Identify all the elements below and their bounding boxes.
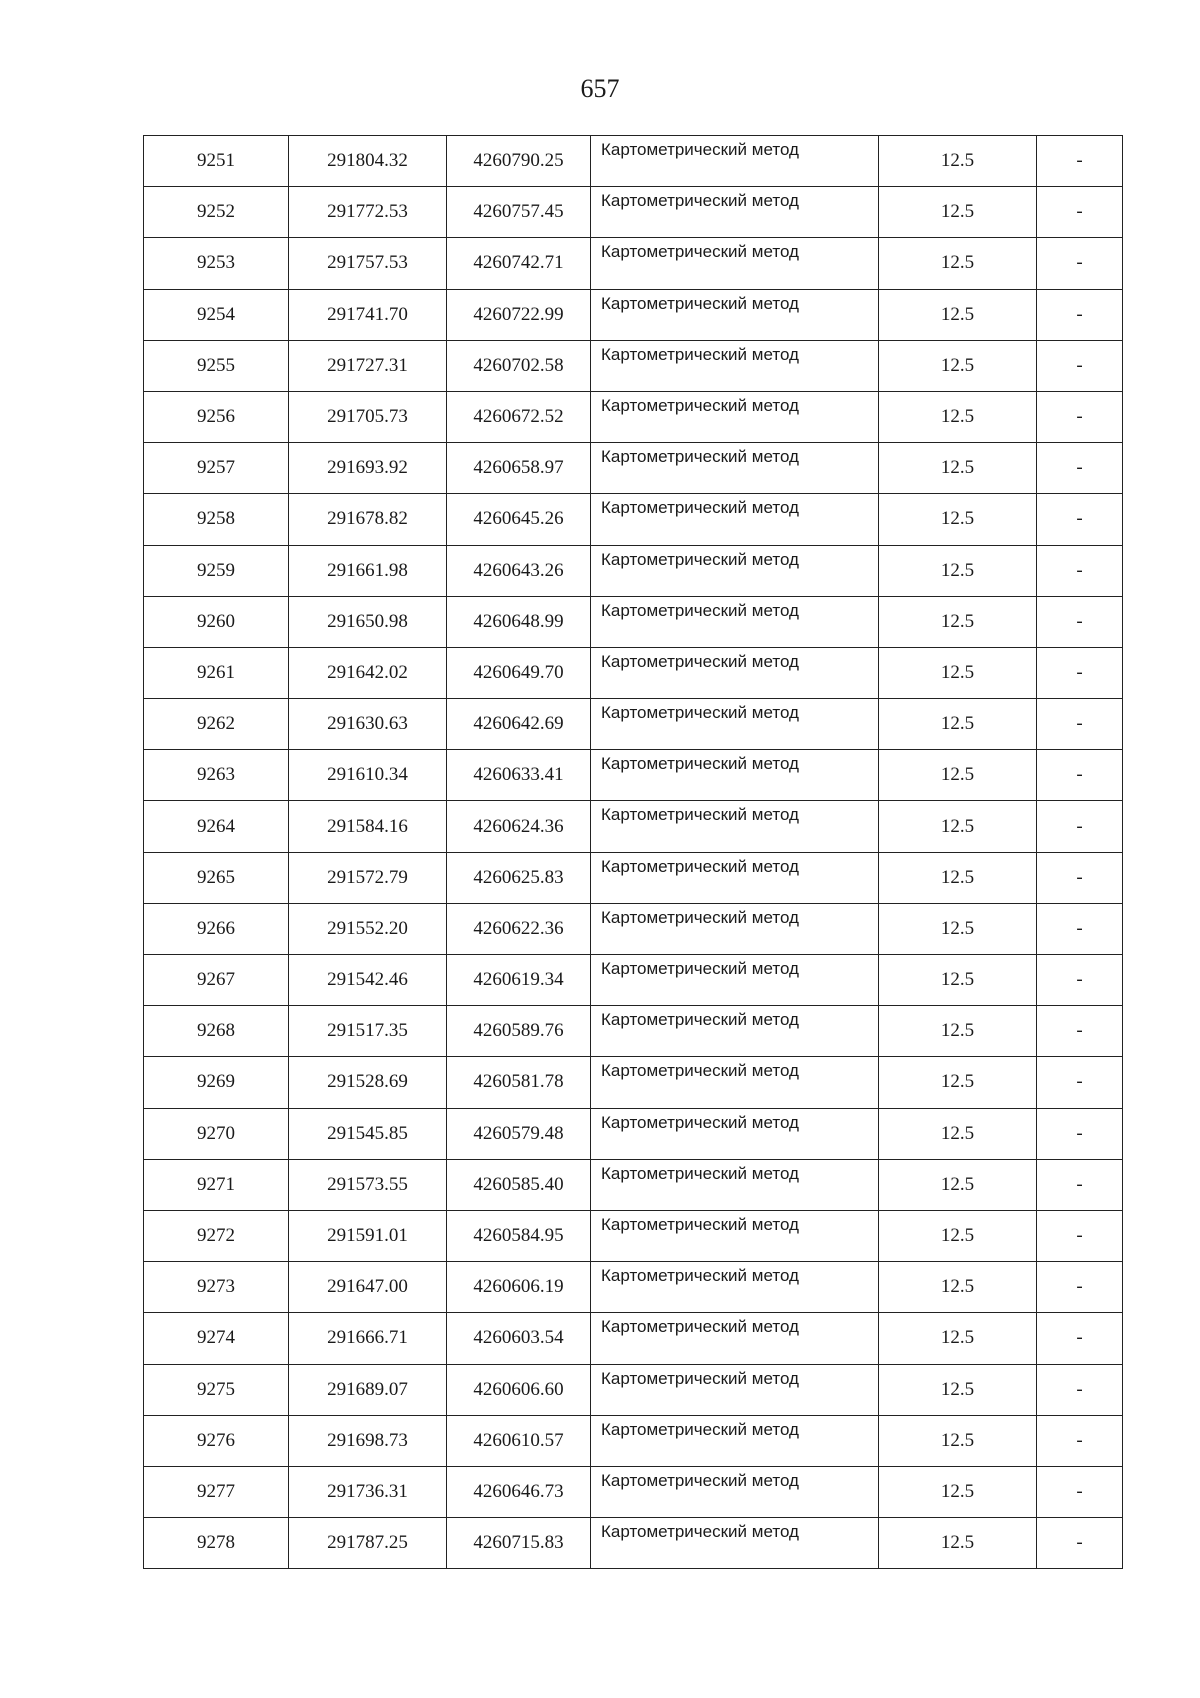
point-number-cell: 9254 (144, 289, 289, 340)
table-row (144, 852, 1123, 903)
point-number-cell: 9256 (144, 391, 289, 442)
method-cell: Картометрический метод (591, 1057, 879, 1108)
method-cell: Картометрический метод (591, 136, 879, 187)
note-cell: - (1037, 545, 1123, 596)
table-row (144, 1313, 1123, 1364)
method-cell: Картометрический метод (591, 955, 879, 1006)
table-row (144, 750, 1123, 801)
y-coordinate-cell: 4260742.71 (447, 238, 591, 289)
accuracy-cell: 12.5 (879, 1415, 1037, 1466)
method-cell: Картометрический метод (591, 1108, 879, 1159)
method-cell: Картометрический метод (591, 1262, 879, 1313)
y-coordinate-cell: 4260648.99 (447, 596, 591, 647)
x-coordinate-cell: 291517.35 (289, 1006, 447, 1057)
accuracy-cell: 12.5 (879, 750, 1037, 801)
table-row (144, 596, 1123, 647)
note-cell: - (1037, 494, 1123, 545)
method-cell: Картометрический метод (591, 1466, 879, 1517)
table-row (144, 340, 1123, 391)
accuracy-cell: 12.5 (879, 955, 1037, 1006)
note-cell: - (1037, 955, 1123, 1006)
accuracy-cell: 12.5 (879, 852, 1037, 903)
method-cell: Картометрический метод (591, 443, 879, 494)
accuracy-cell: 12.5 (879, 699, 1037, 750)
accuracy-cell: 12.5 (879, 647, 1037, 698)
x-coordinate-cell: 291610.34 (289, 750, 447, 801)
y-coordinate-cell: 4260585.40 (447, 1159, 591, 1210)
point-number-cell: 9267 (144, 955, 289, 1006)
x-coordinate-cell: 291705.73 (289, 391, 447, 442)
note-cell: - (1037, 1466, 1123, 1517)
point-number-cell: 9271 (144, 1159, 289, 1210)
note-cell: - (1037, 1006, 1123, 1057)
x-coordinate-cell: 291650.98 (289, 596, 447, 647)
method-cell: Картометрический метод (591, 340, 879, 391)
table-row (144, 1210, 1123, 1261)
x-coordinate-cell: 291727.31 (289, 340, 447, 391)
accuracy-cell: 12.5 (879, 545, 1037, 596)
x-coordinate-cell: 291552.20 (289, 903, 447, 954)
x-coordinate-cell: 291757.53 (289, 238, 447, 289)
table-body (144, 136, 1123, 1569)
table-row (144, 903, 1123, 954)
method-cell: Картометрический метод (591, 187, 879, 238)
x-coordinate-cell: 291772.53 (289, 187, 447, 238)
y-coordinate-cell: 4260625.83 (447, 852, 591, 903)
x-coordinate-cell: 291661.98 (289, 545, 447, 596)
point-number-cell: 9253 (144, 238, 289, 289)
note-cell: - (1037, 187, 1123, 238)
table-row (144, 238, 1123, 289)
point-number-cell: 9272 (144, 1210, 289, 1261)
x-coordinate-cell: 291678.82 (289, 494, 447, 545)
method-cell: Картометрический метод (591, 903, 879, 954)
point-number-cell: 9252 (144, 187, 289, 238)
note-cell: - (1037, 136, 1123, 187)
point-number-cell: 9269 (144, 1057, 289, 1108)
table-row (144, 699, 1123, 750)
x-coordinate-cell: 291573.55 (289, 1159, 447, 1210)
accuracy-cell: 12.5 (879, 391, 1037, 442)
method-cell: Картометрический метод (591, 494, 879, 545)
note-cell: - (1037, 852, 1123, 903)
table-row (144, 494, 1123, 545)
accuracy-cell: 12.5 (879, 289, 1037, 340)
point-number-cell: 9277 (144, 1466, 289, 1517)
point-number-cell: 9263 (144, 750, 289, 801)
table-row (144, 187, 1123, 238)
method-cell: Картометрический метод (591, 1313, 879, 1364)
point-number-cell: 9275 (144, 1364, 289, 1415)
note-cell: - (1037, 750, 1123, 801)
note-cell: - (1037, 1262, 1123, 1313)
y-coordinate-cell: 4260702.58 (447, 340, 591, 391)
point-number-cell: 9270 (144, 1108, 289, 1159)
accuracy-cell: 12.5 (879, 1159, 1037, 1210)
note-cell: - (1037, 391, 1123, 442)
note-cell: - (1037, 1415, 1123, 1466)
y-coordinate-cell: 4260581.78 (447, 1057, 591, 1108)
note-cell: - (1037, 443, 1123, 494)
y-coordinate-cell: 4260649.70 (447, 647, 591, 698)
method-cell: Картометрический метод (591, 647, 879, 698)
point-number-cell: 9274 (144, 1313, 289, 1364)
y-coordinate-cell: 4260642.69 (447, 699, 591, 750)
y-coordinate-cell: 4260606.19 (447, 1262, 591, 1313)
table-row (144, 136, 1123, 187)
accuracy-cell: 12.5 (879, 1210, 1037, 1261)
method-cell: Картометрический метод (591, 852, 879, 903)
method-cell: Картометрический метод (591, 238, 879, 289)
x-coordinate-cell: 291787.25 (289, 1518, 447, 1569)
accuracy-cell: 12.5 (879, 1262, 1037, 1313)
accuracy-cell: 12.5 (879, 187, 1037, 238)
note-cell: - (1037, 1159, 1123, 1210)
y-coordinate-cell: 4260658.97 (447, 443, 591, 494)
accuracy-cell: 12.5 (879, 494, 1037, 545)
note-cell: - (1037, 801, 1123, 852)
method-cell: Картометрический метод (591, 699, 879, 750)
note-cell: - (1037, 647, 1123, 698)
y-coordinate-cell: 4260603.54 (447, 1313, 591, 1364)
x-coordinate-cell: 291591.01 (289, 1210, 447, 1261)
table-row (144, 289, 1123, 340)
accuracy-cell: 12.5 (879, 903, 1037, 954)
y-coordinate-cell: 4260645.26 (447, 494, 591, 545)
point-number-cell: 9268 (144, 1006, 289, 1057)
table-row (144, 1057, 1123, 1108)
y-coordinate-cell: 4260619.34 (447, 955, 591, 1006)
x-coordinate-cell: 291698.73 (289, 1415, 447, 1466)
point-number-cell: 9251 (144, 136, 289, 187)
note-cell: - (1037, 903, 1123, 954)
y-coordinate-cell: 4260722.99 (447, 289, 591, 340)
method-cell: Картометрический метод (591, 596, 879, 647)
table-row (144, 1364, 1123, 1415)
method-cell: Картометрический метод (591, 1159, 879, 1210)
table-row (144, 801, 1123, 852)
x-coordinate-cell: 291528.69 (289, 1057, 447, 1108)
point-number-cell: 9255 (144, 340, 289, 391)
method-cell: Картометрический метод (591, 1006, 879, 1057)
method-cell: Картометрический метод (591, 1210, 879, 1261)
accuracy-cell: 12.5 (879, 1057, 1037, 1108)
x-coordinate-cell: 291736.31 (289, 1466, 447, 1517)
accuracy-cell: 12.5 (879, 1518, 1037, 1569)
y-coordinate-cell: 4260672.52 (447, 391, 591, 442)
table-row (144, 1415, 1123, 1466)
accuracy-cell: 12.5 (879, 1006, 1037, 1057)
accuracy-cell: 12.5 (879, 238, 1037, 289)
method-cell: Картометрический метод (591, 1518, 879, 1569)
y-coordinate-cell: 4260790.25 (447, 136, 591, 187)
x-coordinate-cell: 291572.79 (289, 852, 447, 903)
table-row (144, 545, 1123, 596)
y-coordinate-cell: 4260622.36 (447, 903, 591, 954)
x-coordinate-cell: 291666.71 (289, 1313, 447, 1364)
method-cell: Картометрический метод (591, 1415, 879, 1466)
accuracy-cell: 12.5 (879, 801, 1037, 852)
table-row (144, 1466, 1123, 1517)
y-coordinate-cell: 4260589.76 (447, 1006, 591, 1057)
method-cell: Картометрический метод (591, 1364, 879, 1415)
x-coordinate-cell: 291642.02 (289, 647, 447, 698)
accuracy-cell: 12.5 (879, 1364, 1037, 1415)
point-number-cell: 9260 (144, 596, 289, 647)
table-row (144, 1006, 1123, 1057)
table-row (144, 443, 1123, 494)
method-cell: Картометрический метод (591, 801, 879, 852)
point-number-cell: 9276 (144, 1415, 289, 1466)
method-cell: Картометрический метод (591, 289, 879, 340)
method-cell: Картометрический метод (591, 750, 879, 801)
point-number-cell: 9262 (144, 699, 289, 750)
y-coordinate-cell: 4260757.45 (447, 187, 591, 238)
y-coordinate-cell: 4260610.57 (447, 1415, 591, 1466)
y-coordinate-cell: 4260633.41 (447, 750, 591, 801)
table-row (144, 1518, 1123, 1569)
point-number-cell: 9259 (144, 545, 289, 596)
accuracy-cell: 12.5 (879, 443, 1037, 494)
x-coordinate-cell: 291545.85 (289, 1108, 447, 1159)
note-cell: - (1037, 1313, 1123, 1364)
point-number-cell: 9278 (144, 1518, 289, 1569)
point-number-cell: 9273 (144, 1262, 289, 1313)
note-cell: - (1037, 289, 1123, 340)
y-coordinate-cell: 4260606.60 (447, 1364, 591, 1415)
y-coordinate-cell: 4260715.83 (447, 1518, 591, 1569)
method-cell: Картометрический метод (591, 545, 879, 596)
x-coordinate-cell: 291804.32 (289, 136, 447, 187)
point-number-cell: 9265 (144, 852, 289, 903)
table-row (144, 391, 1123, 442)
x-coordinate-cell: 291693.92 (289, 443, 447, 494)
table-row (144, 647, 1123, 698)
note-cell: - (1037, 1364, 1123, 1415)
accuracy-cell: 12.5 (879, 1108, 1037, 1159)
accuracy-cell: 12.5 (879, 596, 1037, 647)
note-cell: - (1037, 1108, 1123, 1159)
note-cell: - (1037, 1057, 1123, 1108)
x-coordinate-cell: 291741.70 (289, 289, 447, 340)
y-coordinate-cell: 4260624.36 (447, 801, 591, 852)
y-coordinate-cell: 4260643.26 (447, 545, 591, 596)
x-coordinate-cell: 291630.63 (289, 699, 447, 750)
accuracy-cell: 12.5 (879, 1313, 1037, 1364)
table-row (144, 1262, 1123, 1313)
table-row (144, 1108, 1123, 1159)
x-coordinate-cell: 291647.00 (289, 1262, 447, 1313)
y-coordinate-cell: 4260584.95 (447, 1210, 591, 1261)
note-cell: - (1037, 340, 1123, 391)
y-coordinate-cell: 4260646.73 (447, 1466, 591, 1517)
table-row (144, 1159, 1123, 1210)
accuracy-cell: 12.5 (879, 1466, 1037, 1517)
note-cell: - (1037, 1210, 1123, 1261)
y-coordinate-cell: 4260579.48 (447, 1108, 591, 1159)
point-number-cell: 9258 (144, 494, 289, 545)
x-coordinate-cell: 291584.16 (289, 801, 447, 852)
note-cell: - (1037, 596, 1123, 647)
coordinates-table (143, 135, 1123, 1569)
note-cell: - (1037, 699, 1123, 750)
x-coordinate-cell: 291542.46 (289, 955, 447, 1006)
page-number: 657 (580, 74, 620, 103)
method-cell: Картометрический метод (591, 391, 879, 442)
point-number-cell: 9266 (144, 903, 289, 954)
accuracy-cell: 12.5 (879, 136, 1037, 187)
accuracy-cell: 12.5 (879, 340, 1037, 391)
note-cell: - (1037, 238, 1123, 289)
note-cell: - (1037, 1518, 1123, 1569)
x-coordinate-cell: 291689.07 (289, 1364, 447, 1415)
point-number-cell: 9264 (144, 801, 289, 852)
point-number-cell: 9257 (144, 443, 289, 494)
point-number-cell: 9261 (144, 647, 289, 698)
table-row (144, 955, 1123, 1006)
